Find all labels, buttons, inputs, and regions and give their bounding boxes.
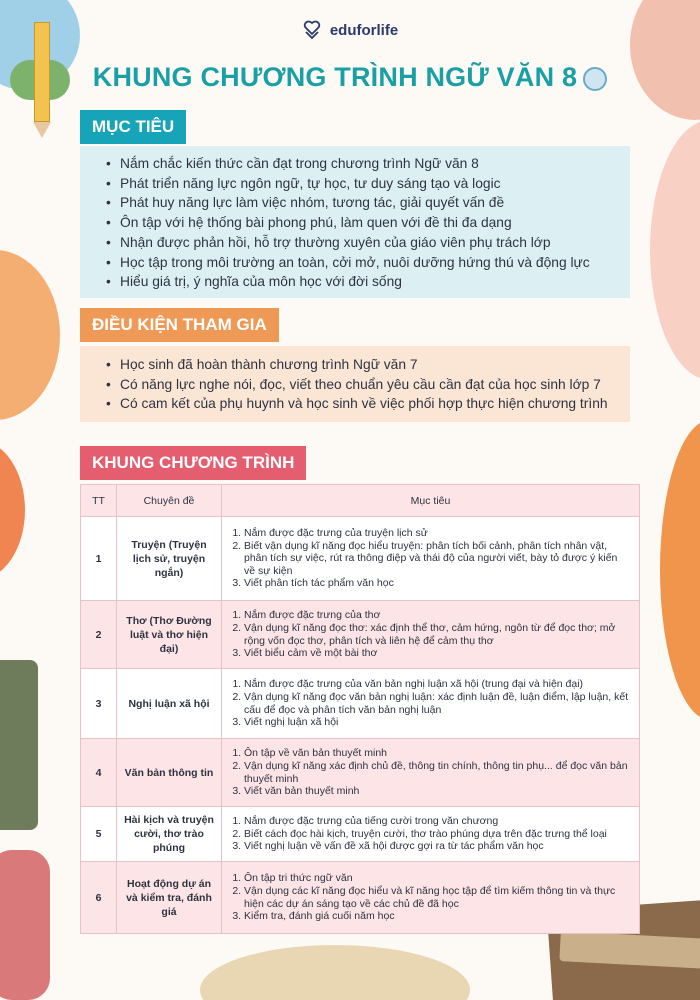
- requirement-item: • Có năng lực nghe nói, đọc, viết theo chuẩn yêu cầu cần đạt của học sinh lớp 7: [106, 375, 618, 395]
- row-number: 6: [81, 862, 117, 934]
- paint-blob-left-bottom: [0, 440, 25, 580]
- objective-item: • Nắm chắc kiến thức cần đạt trong chương trình Ngữ văn 8: [106, 154, 618, 174]
- goal-item: 2. Biết vận dụng kĩ năng đọc hiểu truyện: phân tích bối cảnh, phân tích nhân vật, phân tích sự việc, rút ra thông điệp và thái độ của người viết, bày tỏ được ý kiến về sự kiện: [244, 540, 631, 578]
- goal-item: 2. Biết cách đọc hài kịch, truyện cười, thơ trào phúng dựa trên đặc trưng thể loại: [244, 828, 631, 841]
- goal-item: 1. Nắm được đặc trưng của tiếng cười trong văn chương: [244, 815, 631, 828]
- goal-item: 1. Ôn tập về văn bản thuyết minh: [244, 747, 631, 760]
- goal-item: 2. Vận dụng kĩ năng đọc thơ: xác định thể thơ, cảm hứng, ngôn từ để đọc thơ; mở rộng vốn đọc thơ, phân tích và liên hệ để cảm thụ thơ: [244, 622, 631, 647]
- paint-blob-right-top: [630, 0, 700, 120]
- brand-name: eduforlife: [329, 21, 399, 39]
- row-number: 3: [81, 669, 117, 739]
- requirements-heading: ĐIỀU KIỆN THAM GIA: [80, 308, 279, 342]
- column-header-topic: Chuyên đề: [117, 485, 222, 517]
- requirements-list: [106, 355, 618, 414]
- logo-icon: [302, 20, 322, 40]
- objective-item: • Học tập trong môi trường an toàn, cởi mở, nuôi dưỡng hứng thú và động lực: [106, 253, 618, 273]
- objective-item: • Phát huy năng lực làm việc nhóm, tương tác, giải quyết vấn đề: [106, 193, 618, 213]
- row-topic: Hoạt động dự án và kiểm tra, đánh giá: [117, 862, 222, 934]
- row-goals: [222, 601, 640, 669]
- row-goals: [222, 517, 640, 601]
- brand-logo: [0, 20, 700, 40]
- table-row: [81, 517, 640, 601]
- row-topic: Thơ (Thơ Đường luật và thơ hiện đại): [117, 601, 222, 669]
- table-row: [81, 807, 640, 862]
- objective-item: • Phát triển năng lực ngôn ngữ, tự học, tư duy sáng tạo và logic: [106, 174, 618, 194]
- page-title: [0, 62, 700, 93]
- goal-item: 2. Vận dụng các kĩ năng đọc hiểu và kĩ năng học tập để tìm kiếm thông tin và thực hiện các dự án sáng tạo về các chủ đề đã học: [244, 885, 631, 910]
- table-row: [81, 739, 640, 807]
- column-header-goal: Mục tiêu: [222, 485, 640, 517]
- paint-blob-right-bottom: [660, 420, 700, 720]
- row-goals: [222, 669, 640, 739]
- paint-palette-decoration: [200, 945, 470, 1000]
- goal-item: 3. Viết phân tích tác phẩm văn học: [244, 577, 631, 590]
- objective-item: • Nhận được phản hồi, hỗ trợ thường xuyên của giáo viên phụ trách lớp: [106, 233, 618, 253]
- row-goals: [222, 807, 640, 862]
- row-topic: Truyện (Truyện lịch sử, truyện ngắn): [117, 517, 222, 601]
- row-topic: Nghị luận xã hội: [117, 669, 222, 739]
- objective-item: • Hiểu giá trị, ý nghĩa của môn học với đời sống: [106, 272, 618, 292]
- goal-item: 3. Viết biểu cảm về một bài thơ: [244, 647, 631, 660]
- program-heading: KHUNG CHƯƠNG TRÌNH: [80, 446, 306, 480]
- book-decoration: [0, 660, 38, 830]
- goal-item: 1. Ôn tập tri thức ngữ văn: [244, 872, 631, 885]
- goal-item: 3. Viết nghị luận về vấn đề xã hội được gợi ra từ tác phẩm văn học: [244, 840, 631, 853]
- goal-item: 3. Viết nghị luận xã hội: [244, 716, 631, 729]
- row-number: 2: [81, 601, 117, 669]
- backpack-decoration: [0, 850, 50, 1000]
- goal-item: 2. Vận dụng kĩ năng xác định chủ đề, thông tin chính, thông tin phụ... để đọc văn bản thuyết minh: [244, 760, 631, 785]
- table-row: [81, 862, 640, 934]
- requirement-item: • Học sinh đã hoàn thành chương trình Ngữ văn 7: [106, 355, 618, 375]
- objectives-box: [80, 146, 630, 298]
- row-goals: [222, 739, 640, 807]
- goal-item: 1. Nắm được đặc trưng của văn bản nghị luận xã hội (trung đại và hiện đại): [244, 678, 631, 691]
- page-title-text: KHUNG CHƯƠNG TRÌNH NGỮ VĂN 8: [92, 62, 578, 92]
- table-row: [81, 601, 640, 669]
- goal-item: 3. Kiểm tra, đánh giá cuối năm học: [244, 910, 631, 923]
- requirement-item: • Có cam kết của phụ huynh và học sinh về việc phối hợp thực hiện chương trình: [106, 394, 618, 414]
- globe-badge-icon: [583, 67, 607, 91]
- row-number: 5: [81, 807, 117, 862]
- row-topic: Hài kịch và truyện cười, thơ trào phúng: [117, 807, 222, 862]
- row-number: 1: [81, 517, 117, 601]
- goal-item: 2. Vận dụng kĩ năng đọc văn bản nghị luận: xác định luận đề, luận điểm, lập luận, kết cấu để đọc và phân tích văn bản nghị luận: [244, 691, 631, 716]
- table-row: [81, 669, 640, 739]
- paint-blob-left-top: [0, 250, 60, 420]
- table-header-row: [81, 485, 640, 517]
- goal-item: 3. Viết văn bản thuyết minh: [244, 785, 631, 798]
- goal-item: 1. Nắm được đặc trưng của truyện lịch sử: [244, 527, 631, 540]
- objective-item: • Ôn tập với hệ thống bài phong phú, làm quen với đề thi đa dạng: [106, 213, 618, 233]
- requirements-box: [80, 346, 630, 422]
- paint-blob-right-middle: [650, 120, 700, 380]
- row-topic: Văn bản thông tin: [117, 739, 222, 807]
- objectives-list: [106, 154, 618, 292]
- column-header-tt: TT: [81, 485, 117, 517]
- objectives-heading: MỤC TIÊU: [80, 110, 186, 144]
- row-goals: [222, 862, 640, 934]
- goal-item: 1. Nắm được đặc trưng của thơ: [244, 609, 631, 622]
- row-number: 4: [81, 739, 117, 807]
- pencil-tip-decoration: [33, 122, 51, 138]
- program-table: [80, 484, 640, 934]
